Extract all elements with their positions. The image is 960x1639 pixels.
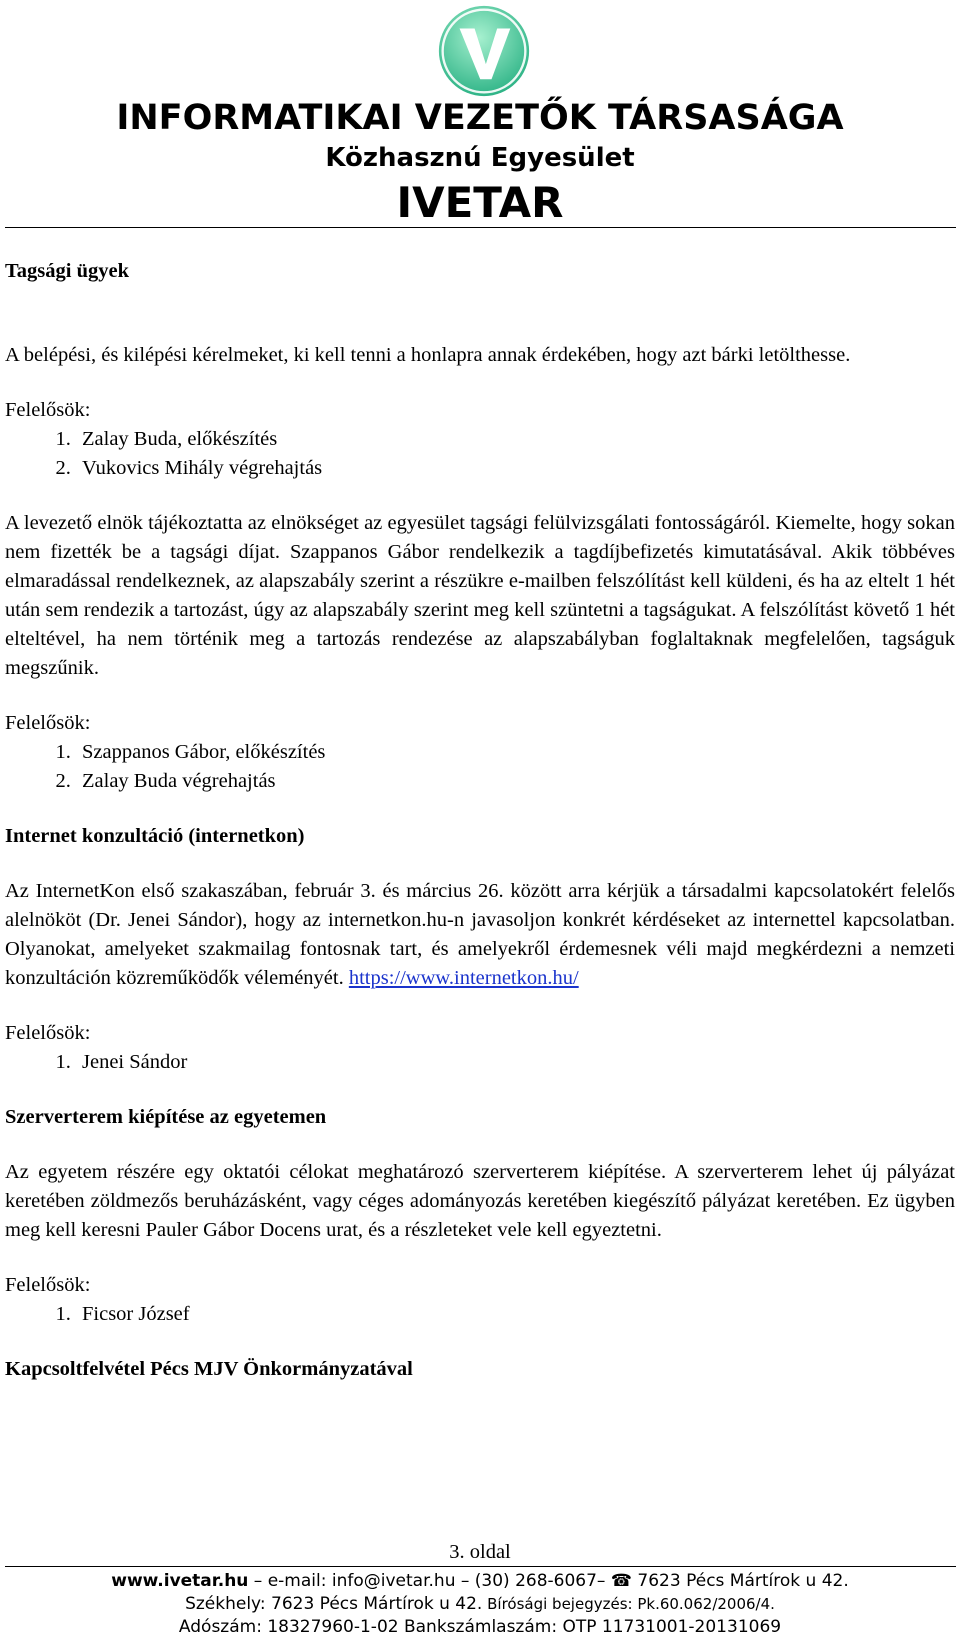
footer-registration-line (0, 1592, 960, 1616)
footer-court-registration: Bírósági bejegyzés: Pk.60.062/2006/4. (482, 1595, 775, 1613)
footer-tax-line: Adószám: 18327960-1-02 Bankszámlaszám: OTP 11731001-20131069 (178, 1617, 782, 1637)
paragraph-szerver: Az egyetem részére egy oktatói célokat meghatározó szerverterem kiépítése. A szerverterem lehet új pályázat keretében zöldmezős beruházásként, vagy céges adományozás keretében kiegészítő pályázat keretében. Ez ügyben meg kell keresni Pauler Gábor Docens urat, és a részleteket vele kell egyeztetni. (5, 1161, 955, 1241)
section-heading-pecs: Kapcsoltfelvétel Pécs MJV Önkormányzatával (5, 1358, 413, 1380)
paragraph-tagsagi-1: A belépési, és kilépési kérelmeket, ki kell tenni a honlapra annak érdekében, hogy azt bárki letölthesse. (5, 344, 851, 366)
footer-divider (5, 1566, 956, 1567)
footer-address: 7623 Pécs Mártírok u 42. (637, 1571, 849, 1591)
internetkon-link[interactable]: https://www.internetkon.hu/ (348, 967, 579, 989)
header-divider (5, 227, 956, 228)
page-number: 3. oldal (449, 1541, 511, 1563)
org-name: INFORMATIKAI VEZETŐK TÁRSASÁGA (116, 98, 844, 138)
list-item: 1. Szappanos Gábor, előkészítés (76, 738, 955, 767)
section-heading-internetkon: Internet konzultáció (internetkon) (5, 825, 305, 847)
footer-email[interactable]: info@ivetar.hu (331, 1571, 456, 1591)
list-item: 1. Ficsor József (76, 1300, 955, 1329)
responsible-label: Felelősök: (5, 1022, 91, 1044)
list-item: 2. Vukovics Mihály végrehajtás (76, 454, 955, 483)
responsible-list (5, 1048, 955, 1077)
footer-website[interactable]: www.ivetar.hu (111, 1571, 249, 1591)
list-item: 1. Jenei Sándor (76, 1048, 955, 1077)
ivetar-logo-icon (437, 4, 531, 98)
section-heading-szerver: Szerverterem kiépítése az egyetemen (5, 1106, 327, 1128)
org-subtitle: Közhasznú Egyesület (325, 143, 635, 173)
responsible-label: Felelősök: (5, 399, 91, 421)
paragraph-text: Az InternetKon első szakaszában, február 3. és március 26. között arra kérjük a társadalmi kapcsolatokért felelős alelnököt (Dr. Jenei Sándor), hogy az internetkon.hu-n javasoljon konkrét kérdéseket az internettel kapcsolatban. Olyanokat, amelyeket szakmailag fontosnak tart, és amelyekről érdemesnek véli majd megkérdezni a nemzeti konzultáción közreműködők véleményét. (5, 880, 955, 989)
footer-text: – (30) 268-6067– (455, 1571, 611, 1591)
footer-text: – e-mail: (248, 1571, 332, 1591)
responsible-label: Felelősök: (5, 1274, 91, 1296)
paragraph-internetkon (5, 877, 955, 993)
list-item: 1. Zalay Buda, előkészítés (76, 425, 955, 454)
telephone-icon: ☎ (610, 1571, 638, 1591)
responsible-list (5, 1300, 955, 1329)
footer-seat: Székhely: 7623 Pécs Mártírok u 42. (185, 1594, 483, 1614)
footer-contact-line (0, 1569, 960, 1593)
document-body (5, 257, 955, 1384)
org-acronym: IVETAR (396, 178, 564, 227)
responsible-list (5, 738, 955, 796)
section-heading-tagsagi: Tagsági ügyek (5, 260, 129, 282)
responsible-list (5, 425, 955, 483)
list-item: 2. Zalay Buda végrehajtás (76, 767, 955, 796)
paragraph-tagsagi-2: A levezető elnök tájékoztatta az elnökséget az egyesület tagsági felülvizsgálati fontosságáról. Kiemelte, hogy sokan nem fizették be a tagsági díjat. Szappanos Gábor rendelkezik a tagdíjbefizetés kimutatásával. Akik többéves elmaradással rendelkeznek, az alapszabály szerint a részükre e-mailben felszólítást kell küldeni, és ha az eltelt 1 hét után sem rendezik a tartozást, úgy az alapszabály szerint meg kell szüntetni a tagságukat. A felszólítást követő 1 hét elteltével, ha nem történik meg a tartozás rendezése az alapszabályban foglaltaknak megfelelően, tagságuk megszűnik. (5, 512, 955, 679)
responsible-label: Felelősök: (5, 712, 91, 734)
